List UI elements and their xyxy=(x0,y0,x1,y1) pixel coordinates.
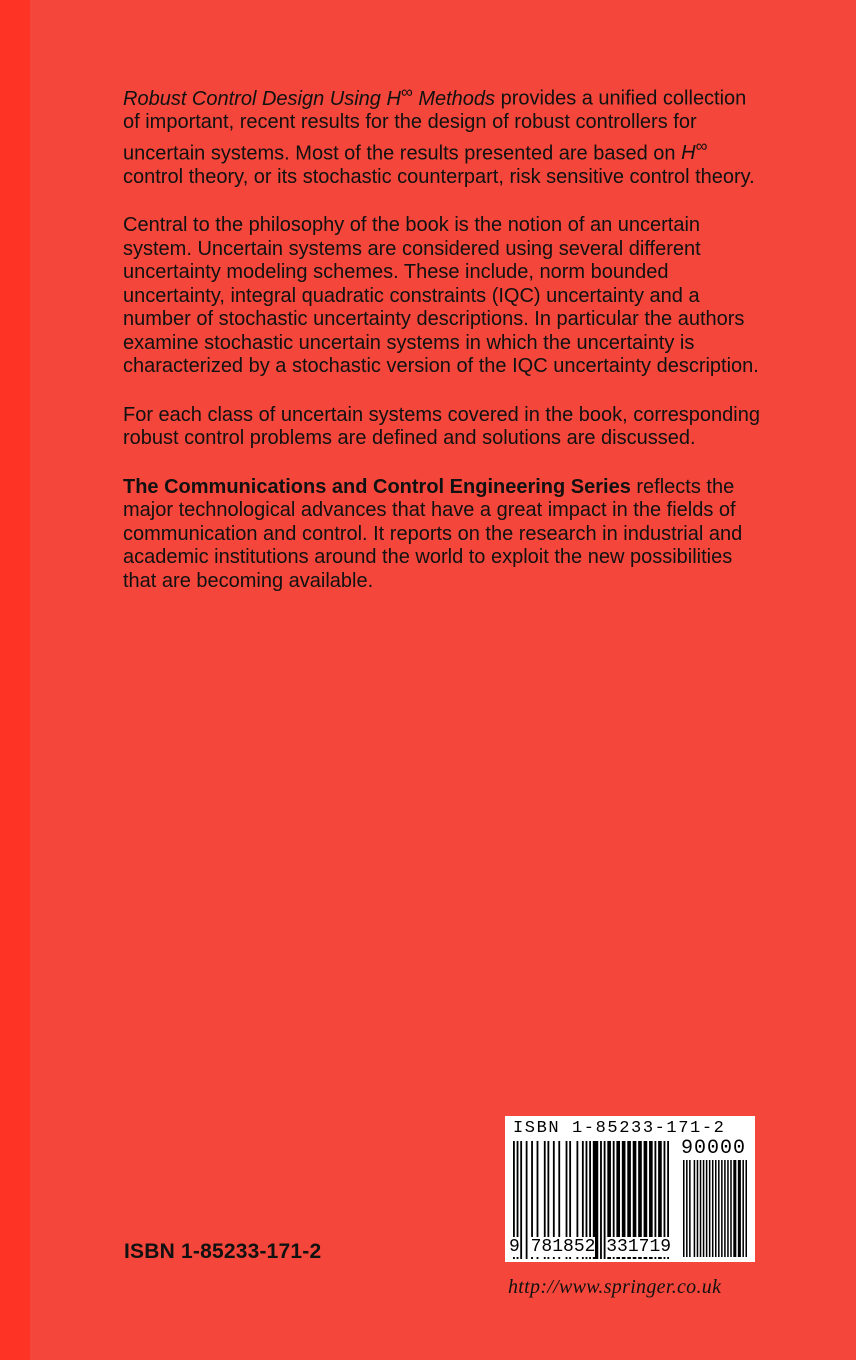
barcode-digits: 9 781852 331719 xyxy=(509,1237,672,1257)
series-name: The Communications and Control Engineering Series xyxy=(123,475,631,498)
barcode-bar xyxy=(742,1160,744,1257)
book-title: Robust Control Design Using H∞ Methods xyxy=(123,82,496,110)
isbn-label: ISBN 1-85233-171-2 xyxy=(124,1240,322,1263)
barcode-bar xyxy=(712,1160,714,1257)
barcode-addon-bars xyxy=(681,1160,749,1257)
barcode-bar xyxy=(733,1160,736,1257)
barcode-bar xyxy=(738,1160,741,1257)
publisher-url: http://www.springer.co.uk xyxy=(508,1276,722,1298)
barcode-bar xyxy=(718,1160,720,1257)
blurb-paragraph-4: The Communications and Control Engineering Series reflects the major technological advances that have a great impact in the fields of communication and control. It reports on the research in industrial and academic institutions around the world to exploit the new possibilities that are becoming available. xyxy=(123,475,743,592)
barcode xyxy=(505,1116,755,1262)
barcode-bar xyxy=(703,1160,705,1257)
blurb-paragraph-1: Robust Control Design Using H∞ Methods provides a unified collection of important, recent results for the design of robust controllers for uncertain systems. Most of the results presented are based on H∞ control theory, or its stochastic counterpart, risk sensitive control theory. xyxy=(123,82,755,188)
barcode-bar xyxy=(721,1160,723,1257)
spine-strip xyxy=(0,0,30,1360)
barcode-bar xyxy=(697,1160,699,1257)
barcode-bar xyxy=(686,1160,688,1257)
barcode-bar xyxy=(745,1160,747,1257)
barcode-bar xyxy=(715,1160,717,1257)
blurb-paragraph-2: Central to the philosophy of the book is the notion of an uncertain system. Uncertain systems are considered using several different uncertainty modeling schemes. These include, norm bounded uncertainty, integral quadratic constraints (IQC) uncertainty and a number of stochastic uncertainty descriptions. In particular the authors examine stochastic uncertain systems in which the uncertainty is characterized by a stochastic version of the IQC uncertainty description. xyxy=(123,214,759,378)
barcode-bar xyxy=(724,1160,726,1257)
barcode-bar xyxy=(706,1160,708,1257)
barcode-bar xyxy=(700,1160,702,1257)
barcode-bar xyxy=(727,1160,729,1257)
barcode-bar xyxy=(709,1160,711,1257)
back-cover-blurb xyxy=(123,80,763,618)
blurb-paragraph-3: For each class of uncertain systems covered in the book, corresponding robust control problems are defined and solutions are discussed. xyxy=(123,403,760,450)
barcode-bar xyxy=(683,1160,685,1257)
barcode-bar xyxy=(694,1160,696,1257)
barcode-bar xyxy=(689,1160,691,1257)
barcode-price-code: 90000 xyxy=(681,1137,747,1160)
barcode-bar xyxy=(730,1160,732,1257)
barcode-isbn-line: ISBN 1-85233-171-2 xyxy=(513,1119,726,1138)
h-infinity: H∞ xyxy=(681,136,708,165)
